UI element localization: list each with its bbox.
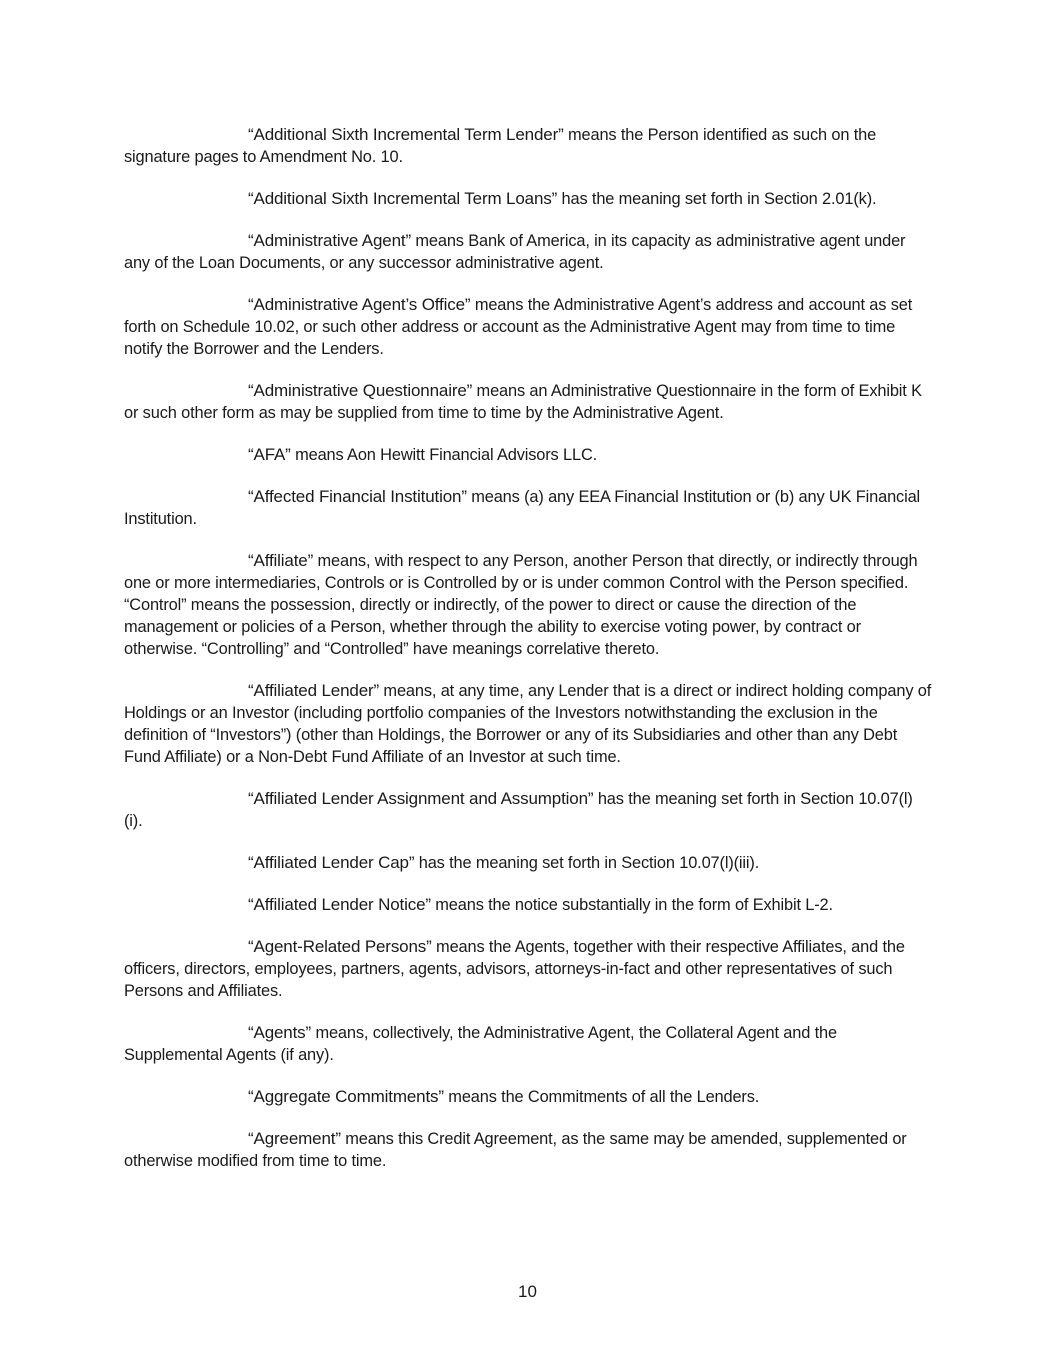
definition-text: means (a) any EEA Financial Institution or (b) any UK Financial Institution. [124, 488, 921, 528]
definition-paragraph [124, 1128, 934, 1172]
defined-term: “Affiliated Lender” [248, 681, 380, 700]
definition-paragraph [124, 788, 919, 832]
defined-term: “Affiliated Lender Assignment and Assumption” [248, 789, 594, 808]
defined-term: “Affiliated Lender Notice” [248, 895, 431, 914]
definition-paragraph [124, 550, 934, 660]
definition-paragraph [124, 1086, 934, 1108]
definition-text: has the meaning set forth in Section 10.07(l)(i). [124, 790, 913, 830]
defined-term: “Affiliate” [248, 551, 314, 570]
defined-term: “Administrative Agent’s Office” [248, 295, 471, 314]
defined-term: “Additional Sixth Incremental Term Lender” [248, 125, 564, 144]
definition-paragraph [124, 230, 934, 274]
definition-text: means Bank of America, in its capacity as administrative agent under any of the Loan Documents, or any successor administrative agent. [124, 232, 906, 272]
page-number: 10 [518, 1282, 537, 1301]
definition-paragraph [124, 444, 934, 466]
definition-text: means Aon Hewitt Financial Advisors LLC. [290, 446, 598, 464]
defined-term: “Agent-Related Persons” [248, 937, 432, 956]
definition-paragraph [124, 294, 934, 360]
defined-term: “Administrative Agent” [248, 231, 411, 250]
defined-term: “Agents” [248, 1023, 312, 1042]
definition-text: means, collectively, the Administrative Agent, the Collateral Agent and the Supplemental Agents (if any). [124, 1024, 837, 1064]
definition-text: means the Commitments of all the Lenders. [443, 1088, 760, 1106]
document-page [124, 124, 934, 1192]
definition-text: means the Agents, together with their respective Affiliates, and the officers, directors, employees, partners, agents, advisors, attorneys-in-fact and other representatives of such Persons and Affiliates. [124, 938, 905, 1000]
definition-paragraph [124, 380, 934, 424]
definition-paragraph [124, 124, 934, 168]
definition-paragraph [124, 486, 934, 530]
definition-paragraph [124, 894, 934, 916]
definition-paragraph [124, 1022, 934, 1066]
definition-text: means, with respect to any Person, another Person that directly, or indirectly through one or more intermediaries, Controls or is Controlled by or is under common Control with the Person specified. “Control” means the possession, directly or indirectly, of the power to direct or cause the direction of the management or policies of a Person, whether through the ability to exercise voting power, by contract or otherwise. “Controlling” and “Controlled” have meanings correlative thereto. [124, 552, 918, 658]
definition-paragraph [124, 852, 934, 874]
definition-text: means the Administrative Agent’s address and account as set forth on Schedule 10.02, or such other address or account as the Administrative Agent may from time to time notify the Borrower and the Lenders. [124, 296, 913, 358]
defined-term: “Affected Financial Institution” [248, 487, 467, 506]
definition-paragraph [124, 188, 894, 210]
definition-text: means, at any time, any Lender that is a direct or indirect holding company of Holdings or an Investor (including portfolio companies of the Investors notwithstanding the exclusion in the definition of “Investors”) (other than Holdings, the Borrower or any of its Subsidiaries and other than any Debt Fund Affiliate) or a Non-Debt Fund Affiliate of an Investor at such time. [124, 682, 932, 766]
defined-term: “Affiliated Lender Cap” [248, 853, 415, 872]
definition-text: means the notice substantially in the form of Exhibit L-2. [430, 896, 833, 914]
definition-text: has the meaning set forth in Section 2.01(k). [557, 190, 877, 208]
definition-text: means this Credit Agreement, as the same may be amended, supplemented or otherwise modified from time to time. [124, 1130, 907, 1170]
definition-text: has the meaning set forth in Section 10.07(l)(iii). [414, 854, 760, 872]
definition-paragraph [124, 680, 934, 768]
defined-term: “AFA” [248, 445, 291, 464]
definition-paragraph [124, 936, 934, 1002]
defined-term: “Aggregate Commitments” [248, 1087, 444, 1106]
definition-text: means an Administrative Questionnaire in the form of Exhibit K or such other form as may be supplied from time to time by the Administrative Agent. [124, 382, 922, 422]
defined-term: “Additional Sixth Incremental Term Loans” [248, 189, 558, 208]
definition-text: means the Person identified as such on the signature pages to Amendment No. 10. [124, 126, 877, 166]
defined-term: “Administrative Questionnaire” [248, 381, 473, 400]
defined-term: “Agreement” [248, 1129, 341, 1148]
